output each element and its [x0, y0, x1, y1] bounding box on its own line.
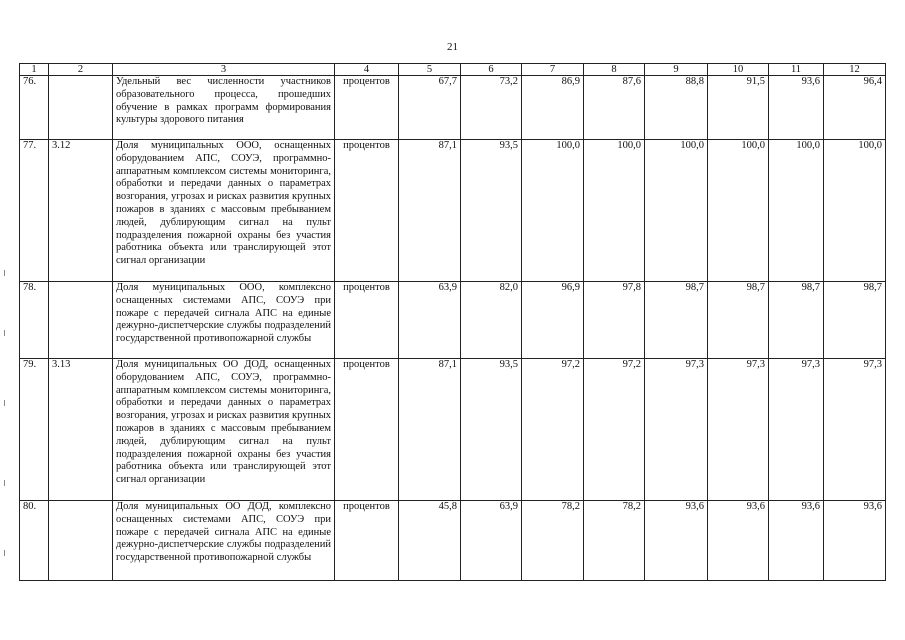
value-cell: 97,2 — [522, 359, 584, 501]
indicator-name: Доля муниципальных ОО ДОД, оснащенных оборудованием АПС, СОУЭ, программно-аппаратным комплексом системы мониторинга, обработки и передачи данных о параметрах возгорания, угрозах и рисках развития крупных пожаров в зданиях с массовым пребыванием людей, дублирующим сигнал на пульт подразделения пожарной охраны без участия работника объекта или транслирующей этот сигнал организации — [113, 359, 335, 501]
value-cell: 98,7 — [645, 282, 708, 359]
value-cell: 73,2 — [461, 76, 522, 140]
value-cell: 98,7 — [769, 282, 824, 359]
indicator-name: Доля муниципальных ОО ДОД, комплексно оснащенных системами АПС, СОУЭ при пожаре с передачей сигнала АПС на единые дежурно-диспетчерские службы подразделений государственной противопожарной службы — [113, 501, 335, 581]
table-row — [20, 501, 886, 581]
value-cell: 97,8 — [584, 282, 645, 359]
value-cell: 93,6 — [769, 501, 824, 581]
indicator-name: Удельный вес численности участников образовательного процесса, прошедших обучение в рамках программ формирования культуры здорового питания — [113, 76, 335, 140]
indicator-name: Доля муниципальных ООО, комплексно оснащенных системами АПС, СОУЭ при пожаре с передачей сигнала АПС на единые дежурно-диспетчерские службы подразделений государственной противопожарной службы — [113, 282, 335, 359]
value-cell: 93,6 — [769, 76, 824, 140]
value-cell: 87,1 — [399, 359, 461, 501]
page-number: 21 — [447, 41, 458, 53]
row-code — [49, 76, 113, 140]
unit: процентов — [335, 359, 399, 501]
value-cell: 91,5 — [708, 76, 769, 140]
value-cell: 93,6 — [645, 501, 708, 581]
value-cell: 98,7 — [708, 282, 769, 359]
value-cell: 86,9 — [522, 76, 584, 140]
row-number: 76. — [20, 76, 49, 140]
header-row — [20, 64, 886, 76]
value-cell: 45,8 — [399, 501, 461, 581]
column-header: 4 — [335, 64, 399, 76]
value-cell: 93,6 — [708, 501, 769, 581]
column-header: 11 — [769, 64, 824, 76]
unit: процентов — [335, 76, 399, 140]
table-row — [20, 359, 886, 501]
value-cell: 100,0 — [645, 140, 708, 282]
unit: процентов — [335, 501, 399, 581]
indicator-name: Доля муниципальных ООО, оснащенных оборудованием АПС, СОУЭ, программно-аппаратным комплексом системы мониторинга, обработки и передачи данных о параметрах возгорания, угрозах и рисках развития крупных пожаров в зданиях с массовым пребыванием людей, дублирующим сигнал на пульт подразделения пожарной охраны без участия работника объекта или транслирующей этот сигнал организации — [113, 140, 335, 282]
row-number: 78. — [20, 282, 49, 359]
row-code: 3.13 — [49, 359, 113, 501]
value-cell: 87,1 — [399, 140, 461, 282]
table-row — [20, 140, 886, 282]
value-cell: 100,0 — [824, 140, 886, 282]
row-code — [49, 501, 113, 581]
row-number: 77. — [20, 140, 49, 282]
column-header: 5 — [399, 64, 461, 76]
value-cell: 100,0 — [708, 140, 769, 282]
value-cell: 97,3 — [708, 359, 769, 501]
column-header: 9 — [645, 64, 708, 76]
column-header: 6 — [461, 64, 522, 76]
value-cell: 93,5 — [461, 359, 522, 501]
column-header: 12 — [824, 64, 886, 76]
value-cell: 100,0 — [584, 140, 645, 282]
row-code: 3.12 — [49, 140, 113, 282]
value-cell: 93,5 — [461, 140, 522, 282]
indicators-table — [19, 63, 886, 581]
value-cell: 93,6 — [824, 501, 886, 581]
value-cell: 63,9 — [461, 501, 522, 581]
scan-margin-marks — [4, 270, 7, 570]
value-cell: 78,2 — [584, 501, 645, 581]
column-header: 10 — [708, 64, 769, 76]
row-number: 79. — [20, 359, 49, 501]
value-cell: 67,7 — [399, 76, 461, 140]
value-cell: 78,2 — [522, 501, 584, 581]
table-row — [20, 282, 886, 359]
column-header: 3 — [113, 64, 335, 76]
value-cell: 88,8 — [645, 76, 708, 140]
value-cell: 97,3 — [824, 359, 886, 501]
value-cell: 100,0 — [769, 140, 824, 282]
value-cell: 87,6 — [584, 76, 645, 140]
table-row — [20, 76, 886, 140]
column-header: 7 — [522, 64, 584, 76]
value-cell: 100,0 — [522, 140, 584, 282]
value-cell: 82,0 — [461, 282, 522, 359]
value-cell: 97,3 — [645, 359, 708, 501]
value-cell: 63,9 — [399, 282, 461, 359]
value-cell: 97,3 — [769, 359, 824, 501]
unit: процентов — [335, 282, 399, 359]
unit: процентов — [335, 140, 399, 282]
value-cell: 97,2 — [584, 359, 645, 501]
value-cell: 98,7 — [824, 282, 886, 359]
column-header: 8 — [584, 64, 645, 76]
value-cell: 96,4 — [824, 76, 886, 140]
column-header: 2 — [49, 64, 113, 76]
row-number: 80. — [20, 501, 49, 581]
value-cell: 96,9 — [522, 282, 584, 359]
row-code — [49, 282, 113, 359]
column-header: 1 — [20, 64, 49, 76]
